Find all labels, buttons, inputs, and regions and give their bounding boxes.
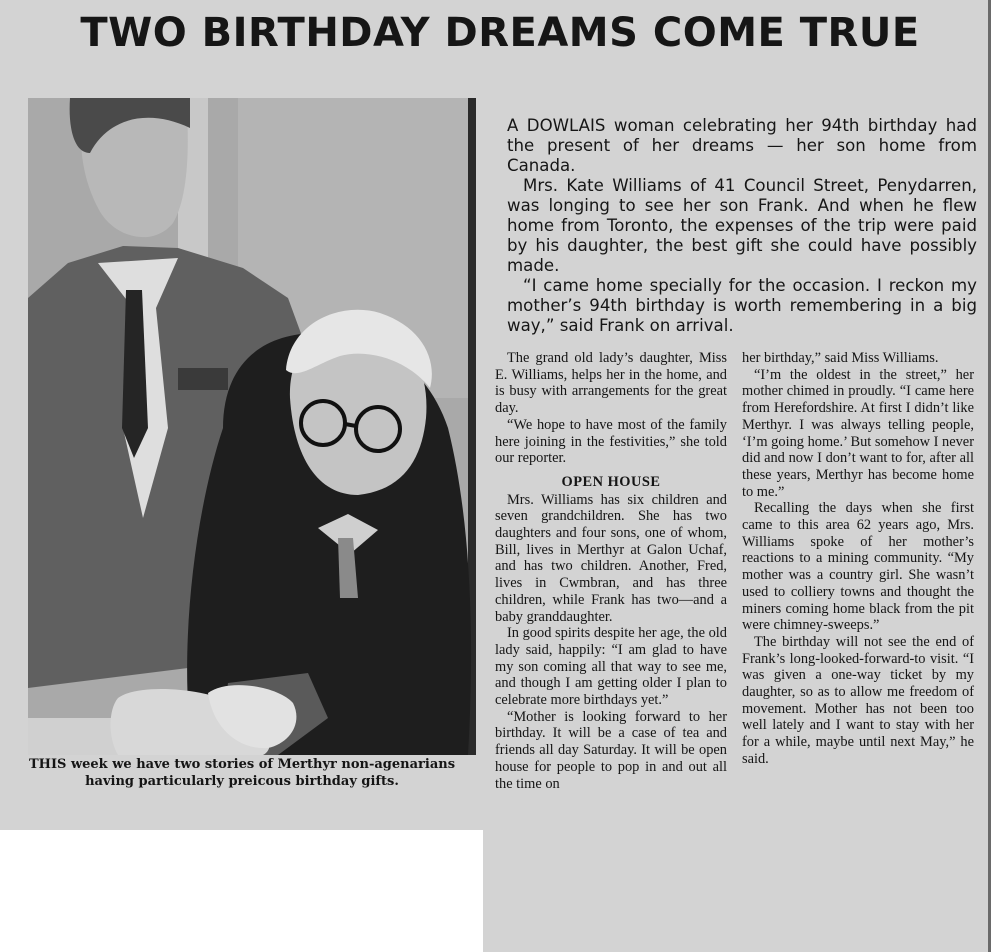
clipping-edge [988, 0, 991, 952]
intro-paragraph: Mrs. Kate Williams of 41 Council Street, Penydarren, was longing to see her son Frank. And when he flew home from Toronto, the expenses of the trip were paid by his daughter, the best gift she could have possibly made. [507, 176, 977, 275]
headline: TWO BIRTHDAY DREAMS COME TRUE [80, 10, 920, 56]
article-column-right [742, 350, 974, 768]
body-paragraph: “I’m the oldest in the street,” her mother chimed in proudly. “I came here from Herefordshire. At first I didn’t like Merthyr. I was always telling people, ‘I’m going home.’ But somehow I never did and now I don’t want to for, after all these years, Merthyr has become home to me.” [742, 366, 974, 500]
body-paragraph: The birthday will not see the end of Frank’s long-looked-forward-to visit. “I was given a one-way ticket by my daughter, so as to allow me freedom of movement. Mother has not been too well lately and I want to stay with her for a while, maybe until next May,” he said. [742, 633, 974, 767]
paper-right-section [483, 828, 990, 952]
intro-text [507, 116, 977, 336]
caption-lead: THIS [28, 757, 67, 772]
photo [28, 98, 476, 755]
body-paragraph: The grand old lady’s daughter, Miss E. Williams, helps her in the home, and is busy with arrangements for the great day. [495, 350, 727, 417]
body-paragraph: Recalling the days when she first came to this area 62 years ago, Mrs. Williams spoke of her mother’s reactions to a mining community. “My mother was a country girl. She wasn’t used to colliery towns and thought the miners coming home black from the pit were chimney-sweeps.” [742, 500, 974, 634]
caption-text: week we have two stories of Merthyr non-agenarians having particularly preicous birthday gifts. [66, 757, 456, 789]
body-paragraph: “Mother is looking forward to her birthday. It will be a case of tea and friends all day Saturday. It will be open house for people to pop in and out all the time on [495, 708, 727, 792]
body-paragraph: In good spirits despite her age, the old lady said, happily: “I am glad to have my son coming all that way to see me, and though I am getting older I plan to celebrate more birthdays yet.” [495, 625, 727, 709]
article-column-left [495, 350, 727, 792]
body-paragraph: Mrs. Williams has six children and seven grandchildren. She has two daughters and four sons, one of whom, Bill, lives in Merthyr at Galon Uchaf, and has two children. Another, Fred, lives in Cwmbran, and has three children, while Frank has two—and a baby granddaughter. [495, 491, 727, 625]
intro-paragraph: “I came home specially for the occasion. I reckon my mother’s 94th birthday is worth remembering in a big way,” said Frank on arrival. [507, 276, 977, 335]
photo-illustration [28, 98, 476, 755]
photo-caption [8, 756, 476, 790]
subheading: OPEN HOUSE [561, 473, 661, 490]
intro-paragraph: A DOWLAIS woman celebrating her 94th birthday had the present of her dreams — her son home from Canada. [507, 116, 977, 175]
body-paragraph: “We hope to have most of the family here joining in the festivities,” she told our reporter. [495, 416, 727, 467]
body-paragraph: her birthday,” said Miss Williams. [742, 350, 939, 366]
